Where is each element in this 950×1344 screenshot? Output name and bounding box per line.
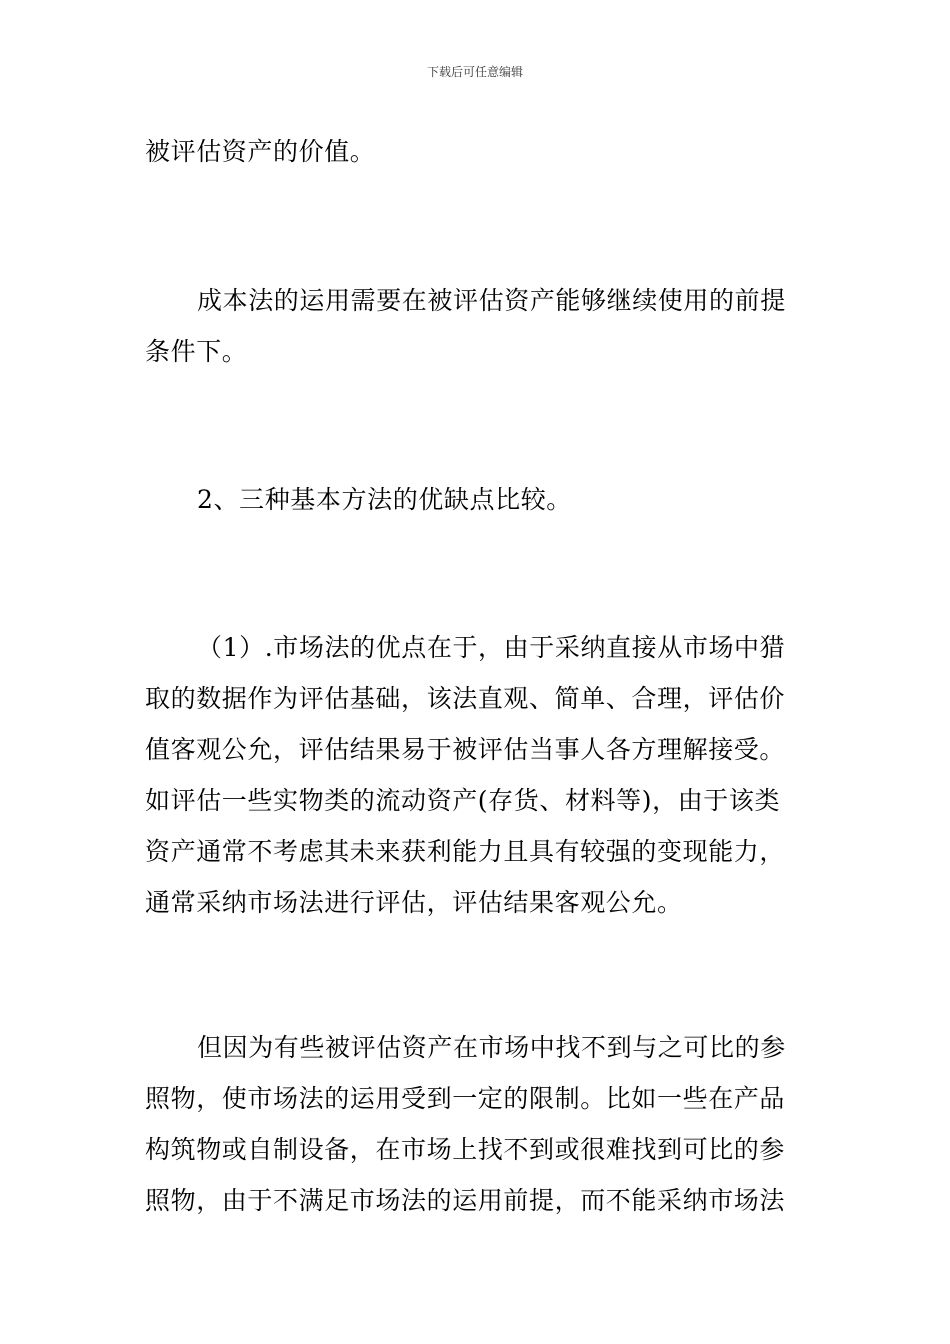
paragraph-market-method-limitations: [145, 1022, 807, 1226]
text-line: 成本法的运用需要在被评估资产能够继续使用的前提: [197, 286, 786, 315]
text-line: 值客观公允，评估结果易于被评估当事人各方理解接受。: [145, 735, 786, 764]
text-line: 取的数据作为评估基础，该法直观、简单、合理，评估价: [145, 684, 786, 713]
text-line: 如评估一些实物类的流动资产(存货、材料等)，由于该类: [145, 786, 781, 815]
text-line: 被评估资产的价值。: [145, 137, 376, 166]
text-line: （1）.市场法的优点在于，由于采纳直接从市场中猎: [197, 633, 786, 662]
text-line: 照物，使市场法的运用受到一定的限制。比如一些在产品: [145, 1084, 786, 1113]
text-line: 2、三种基本方法的优缺点比较。: [197, 485, 572, 514]
section-heading-comparison: [145, 474, 807, 525]
text-line: 条件下。: [145, 337, 248, 366]
text-line: 资产通常不考虑其未来获利能力且具有较强的变现能力，: [145, 837, 786, 866]
paragraph-market-method-advantages: [145, 622, 807, 928]
text-line: 通常采纳市场法进行评估，评估结果客观公允。: [145, 888, 683, 917]
paragraph-continuation: [145, 126, 807, 177]
page-header: 下载后可任意编辑: [426, 65, 523, 79]
text-line: 构筑物或自制设备，在市场上找不到或很难找到可比的参: [145, 1135, 786, 1164]
text-line: 照物，由于不满足市场法的运用前提，而不能采纳市场法: [145, 1186, 786, 1215]
text-line: 但因为有些被评估资产在市场中找不到与之可比的参: [197, 1033, 786, 1062]
paragraph-cost-method: [145, 275, 807, 377]
